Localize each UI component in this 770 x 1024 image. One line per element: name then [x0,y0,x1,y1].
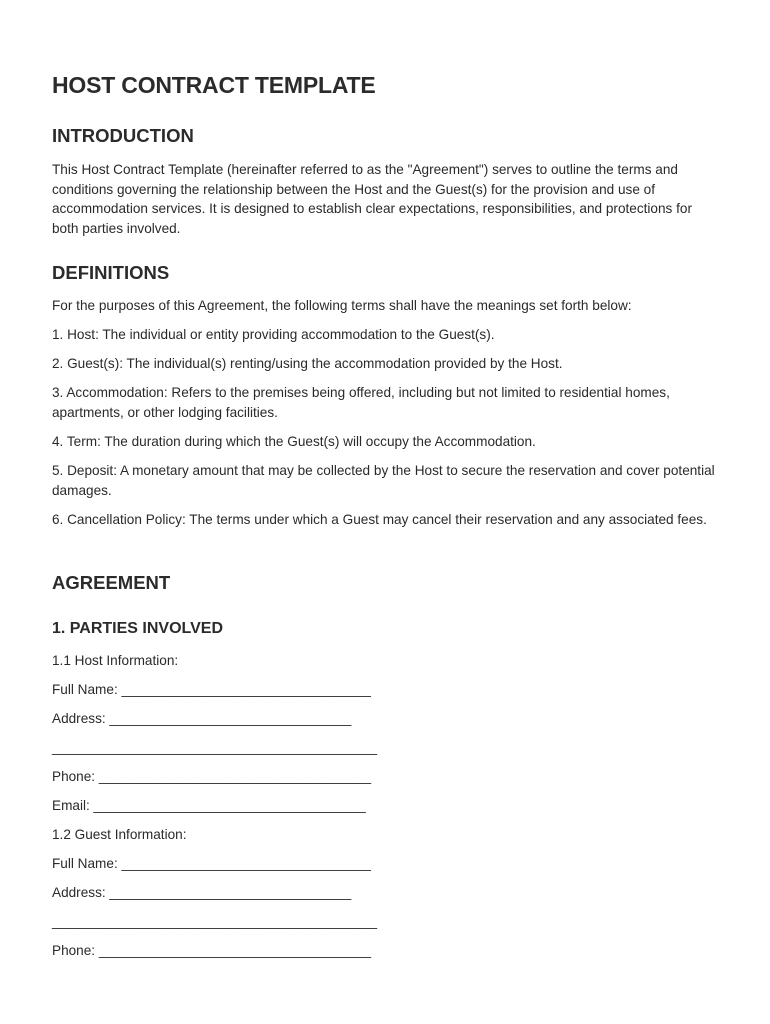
parties-involved-heading: 1. PARTIES INVOLVED [52,620,223,637]
guest-address-line2-field[interactable]: ___________________________________________ [52,914,378,929]
host-email-field[interactable]: Email: ____________________________________ [52,798,366,813]
definition-item-deposit: 5. Deposit: A monetary amount that may be collected by the Host to secure the reservation and cover potential damages. [52,463,715,498]
host-information-label: 1.1 Host Information: [52,653,179,668]
guest-full-name-field[interactable]: Full Name: _________________________________ [52,856,371,871]
definition-item-term: 4. Term: The duration during which the Guest(s) will occupy the Accommodation. [52,434,536,449]
host-phone-field[interactable]: Phone: ____________________________________ [52,769,372,784]
definition-item-accommodation: 3. Accommodation: Refers to the premises being offered, including but not limited to residential homes, apartments, or other lodging facilities. [52,385,670,420]
introduction-heading: INTRODUCTION [52,125,194,146]
definitions-heading: DEFINITIONS [52,262,170,283]
guest-information-label: 1.2 Guest Information: [52,827,187,842]
definition-item-cancellation: 6. Cancellation Policy: The terms under which a Guest may cancel their reservation and any associated fees. [52,512,707,527]
document-title: HOST CONTRACT TEMPLATE [52,72,376,98]
agreement-heading: AGREEMENT [52,572,171,593]
host-address-field[interactable]: Address: ________________________________ [52,711,352,726]
introduction-text: This Host Contract Template (hereinafter referred to as the "Agreement") serves to outline the terms and conditions governing the relationship between the Host and the Guest(s) for the provision and use of accommodation services. It is designed to establish clear expectations, responsibilities, and protections for both parties involved. [52,162,692,236]
definition-item-host: 1. Host: The individual or entity providing accommodation to the Guest(s). [52,327,495,342]
guest-address-field[interactable]: Address: ________________________________ [52,885,352,900]
definition-item-guest: 2. Guest(s): The individual(s) renting/using the accommodation provided by the Host. [52,356,563,371]
guest-phone-field[interactable]: Phone: ____________________________________ [52,943,372,958]
definitions-intro: For the purposes of this Agreement, the following terms shall have the meanings set forth below: [52,298,632,313]
host-full-name-field[interactable]: Full Name: _________________________________ [52,682,371,697]
host-address-line2-field[interactable]: ___________________________________________ [52,740,378,755]
